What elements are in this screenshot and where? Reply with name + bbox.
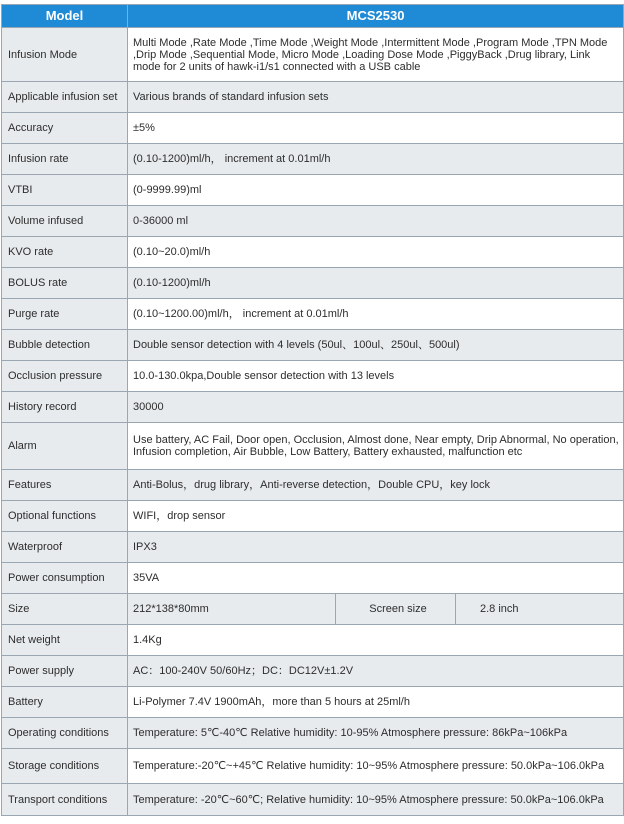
row-value: Temperature: -20℃~60℃; Relative humidity: 10~95% Atmosphere pressure: 50.0kPa~106.0kPa	[128, 784, 624, 816]
row-label: Bubble detection	[2, 330, 128, 361]
row-label: Storage conditions	[2, 749, 128, 784]
row-value: 35VA	[128, 563, 624, 594]
row-label: History record	[2, 392, 128, 423]
row-value: ±5%	[128, 113, 624, 144]
row-label: Occlusion pressure	[2, 361, 128, 392]
row-label: Power supply	[2, 656, 128, 687]
row-value: Temperature: 5℃-40℃ Relative humidity: 10-95% Atmosphere pressure: 86kPa~106kPa	[128, 718, 624, 749]
row-label: Waterproof	[2, 532, 128, 563]
row-label: Size	[2, 594, 128, 625]
table-row	[2, 28, 624, 82]
row-label: Net weight	[2, 625, 128, 656]
row-value: (0.10-1200)ml/h	[128, 268, 624, 299]
row-value: Double sensor detection with 4 levels (50ul、100ul、250ul、500ul)	[128, 330, 624, 361]
row-label: Infusion rate	[2, 144, 128, 175]
table-row	[2, 784, 624, 816]
table-row	[2, 299, 624, 330]
screen-size-label: Screen size	[336, 594, 456, 625]
row-value: IPX3	[128, 532, 624, 563]
row-label: BOLUS rate	[2, 268, 128, 299]
table-row	[2, 749, 624, 784]
table-row	[2, 532, 624, 563]
row-value: Li-Polymer 7.4V 1900mAh，more than 5 hours at 25ml/h	[128, 687, 624, 718]
table-row	[2, 237, 624, 268]
row-value: AC：100-240V 50/60Hz；DC：DC12V±1.2V	[128, 656, 624, 687]
table-row	[2, 361, 624, 392]
row-value: 0-36000 ml	[128, 206, 624, 237]
row-value: Use battery, AC Fail, Door open, Occlusion, Almost done, Near empty, Drip Abnormal, No operation, Infusion completion, Air Bubble, Low Battery, Battery exhausted, malfunction etc	[128, 423, 624, 470]
table-row	[2, 82, 624, 113]
table-row	[2, 563, 624, 594]
row-label: Volume infused	[2, 206, 128, 237]
table-row	[2, 206, 624, 237]
row-label: VTBI	[2, 175, 128, 206]
row-label: Infusion Mode	[2, 28, 128, 82]
row-value: WIFI，drop sensor	[128, 501, 624, 532]
row-value: (0.10~1200.00)ml/h， increment at 0.01ml/h	[128, 299, 624, 330]
row-value: Various brands of standard infusion sets	[128, 82, 624, 113]
row-label: Features	[2, 470, 128, 501]
header-row	[2, 5, 624, 28]
screen-size-value: 2.8 inch	[456, 594, 624, 625]
header-label: Model	[2, 5, 128, 28]
row-label: Accuracy	[2, 113, 128, 144]
row-value: Temperature:-20℃~+45℃ Relative humidity: 10~95% Atmosphere pressure: 50.0kPa~106.0kPa	[128, 749, 624, 784]
table-row	[2, 718, 624, 749]
row-label: Battery	[2, 687, 128, 718]
row-label: Alarm	[2, 423, 128, 470]
table-row	[2, 423, 624, 470]
row-label: Power consumption	[2, 563, 128, 594]
row-value: Multi Mode ,Rate Mode ,Time Mode ,Weight Mode ,Intermittent Mode ,Program Mode ,TPN Mode ,Drip Mode ,Sequential Mode, Micro Mode ,Loading Dose Mode ,PiggyBack ,Drug library, Link mode for 2 units of hawk-i1/s1 connected with a USB cable	[128, 28, 624, 82]
table-row	[2, 594, 624, 625]
model-name: MCS2530	[128, 5, 624, 28]
table-row	[2, 175, 624, 206]
table-row	[2, 687, 624, 718]
row-label: Optional functions	[2, 501, 128, 532]
row-label: Operating conditions	[2, 718, 128, 749]
row-value: (0-9999.99)ml	[128, 175, 624, 206]
row-value: 10.0-130.0kpa,Double sensor detection with 13 levels	[128, 361, 624, 392]
row-value: 1.4Kg	[128, 625, 624, 656]
table-row	[2, 392, 624, 423]
row-label: KVO rate	[2, 237, 128, 268]
row-value: Anti-Bolus，drug library，Anti-reverse detection，Double CPU，key lock	[128, 470, 624, 501]
table-row	[2, 656, 624, 687]
table-row	[2, 470, 624, 501]
table-row	[2, 144, 624, 175]
row-value: 212*138*80mm	[128, 594, 336, 625]
row-value: (0.10-1200)ml/h， increment at 0.01ml/h	[128, 144, 624, 175]
table-row	[2, 501, 624, 532]
table-row	[2, 330, 624, 361]
row-label: Applicable infusion set	[2, 82, 128, 113]
row-label: Transport conditions	[2, 784, 128, 816]
table-row	[2, 113, 624, 144]
row-label: Purge rate	[2, 299, 128, 330]
table-row	[2, 625, 624, 656]
table-row	[2, 268, 624, 299]
spec-table	[1, 4, 624, 816]
row-value: (0.10~20.0)ml/h	[128, 237, 624, 268]
row-value: 30000	[128, 392, 624, 423]
